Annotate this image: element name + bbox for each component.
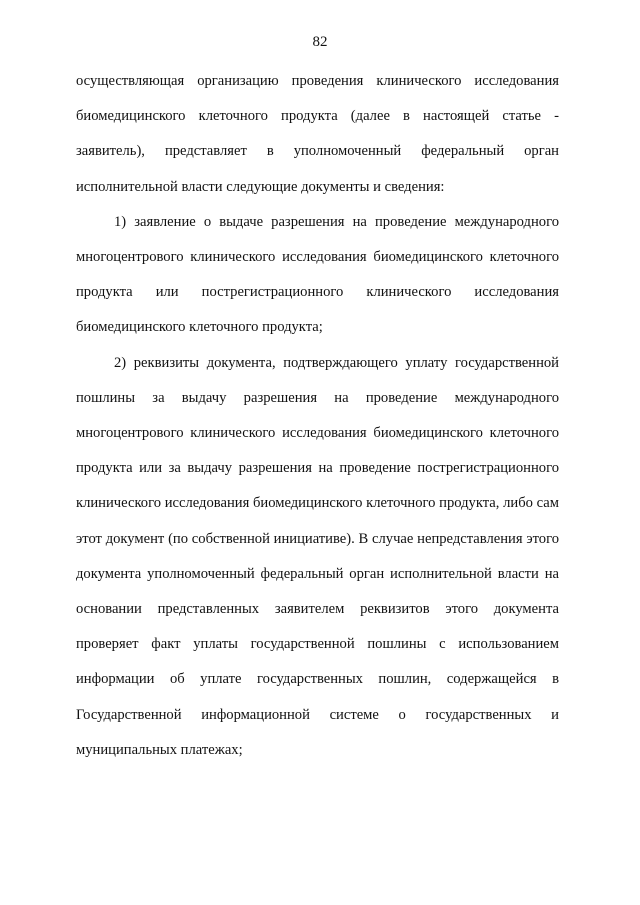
paragraph-intro: осуществляющая организацию проведения клинического исследования биомедицинского клеточного продукта (далее в настоящей статье - заявитель), представляет в уполномоченный федеральный орган исполнительной власти следующие документы и сведения: [76, 73, 559, 195]
page-number: 82 [312, 34, 328, 50]
paragraph-item-2: 2) реквизиты документа, подтверждающего уплату государственной пошлины за выдачу разрешения на проведение международного многоцентрового клинического исследования биомедицинского клеточного продукта или за выдачу разрешения на проведение пострегистрационного клинического исследования биомедицинского клеточного продукта, либо сам этот документ (по собственной инициативе). В случае непредставления этого документа уполномоченный федеральный орган исполнительной власти на основании представленных заявителем реквизитов этого документа проверяет факт уплаты государственной пошлины с использованием информации об уплате государственных пошлин, содержащейся в Государственной информационной системе о государственных и муниципальных платежах; [76, 354, 559, 758]
paragraph-item-1: 1) заявление о выдаче разрешения на проведение международного многоцентрового клинического исследования биомедицинского клеточного продукта или пострегистрационного клинического исследования биомедицинского клеточного продукта; [76, 213, 559, 336]
document-body [76, 64, 559, 768]
